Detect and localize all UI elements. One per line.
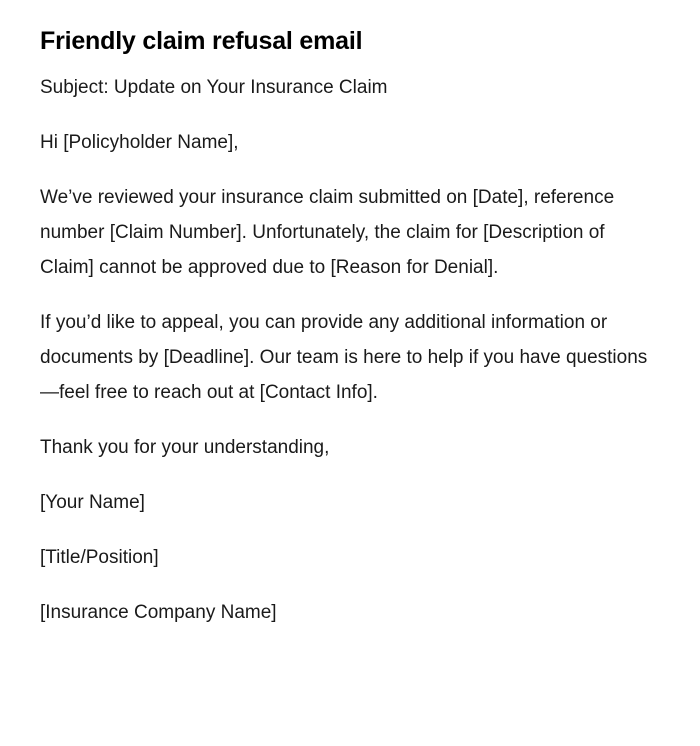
- document-title: Friendly claim refusal email: [40, 27, 363, 55]
- signature-company: [Insurance Company Name]: [40, 602, 277, 623]
- email-body-paragraph-2: If you’d like to appeal, you can provide any additional information or documents by [Deadline]. Our team is here to help if you have questions—feel free to reach out at [Contact Info].: [40, 312, 648, 403]
- signature-title: [Title/Position]: [40, 547, 159, 568]
- email-greeting: Hi [Policyholder Name],: [40, 132, 239, 153]
- email-closing: Thank you for your understanding,: [40, 437, 330, 458]
- email-body-paragraph-1: We’ve reviewed your insurance claim submitted on [Date], reference number [Claim Number]. Unfortunately, the claim for [Description of Claim] cannot be approved due to [Reason for Denial].: [40, 187, 615, 278]
- signature-name: [Your Name]: [40, 492, 145, 513]
- email-subject-line: Subject: Update on Your Insurance Claim: [40, 77, 388, 98]
